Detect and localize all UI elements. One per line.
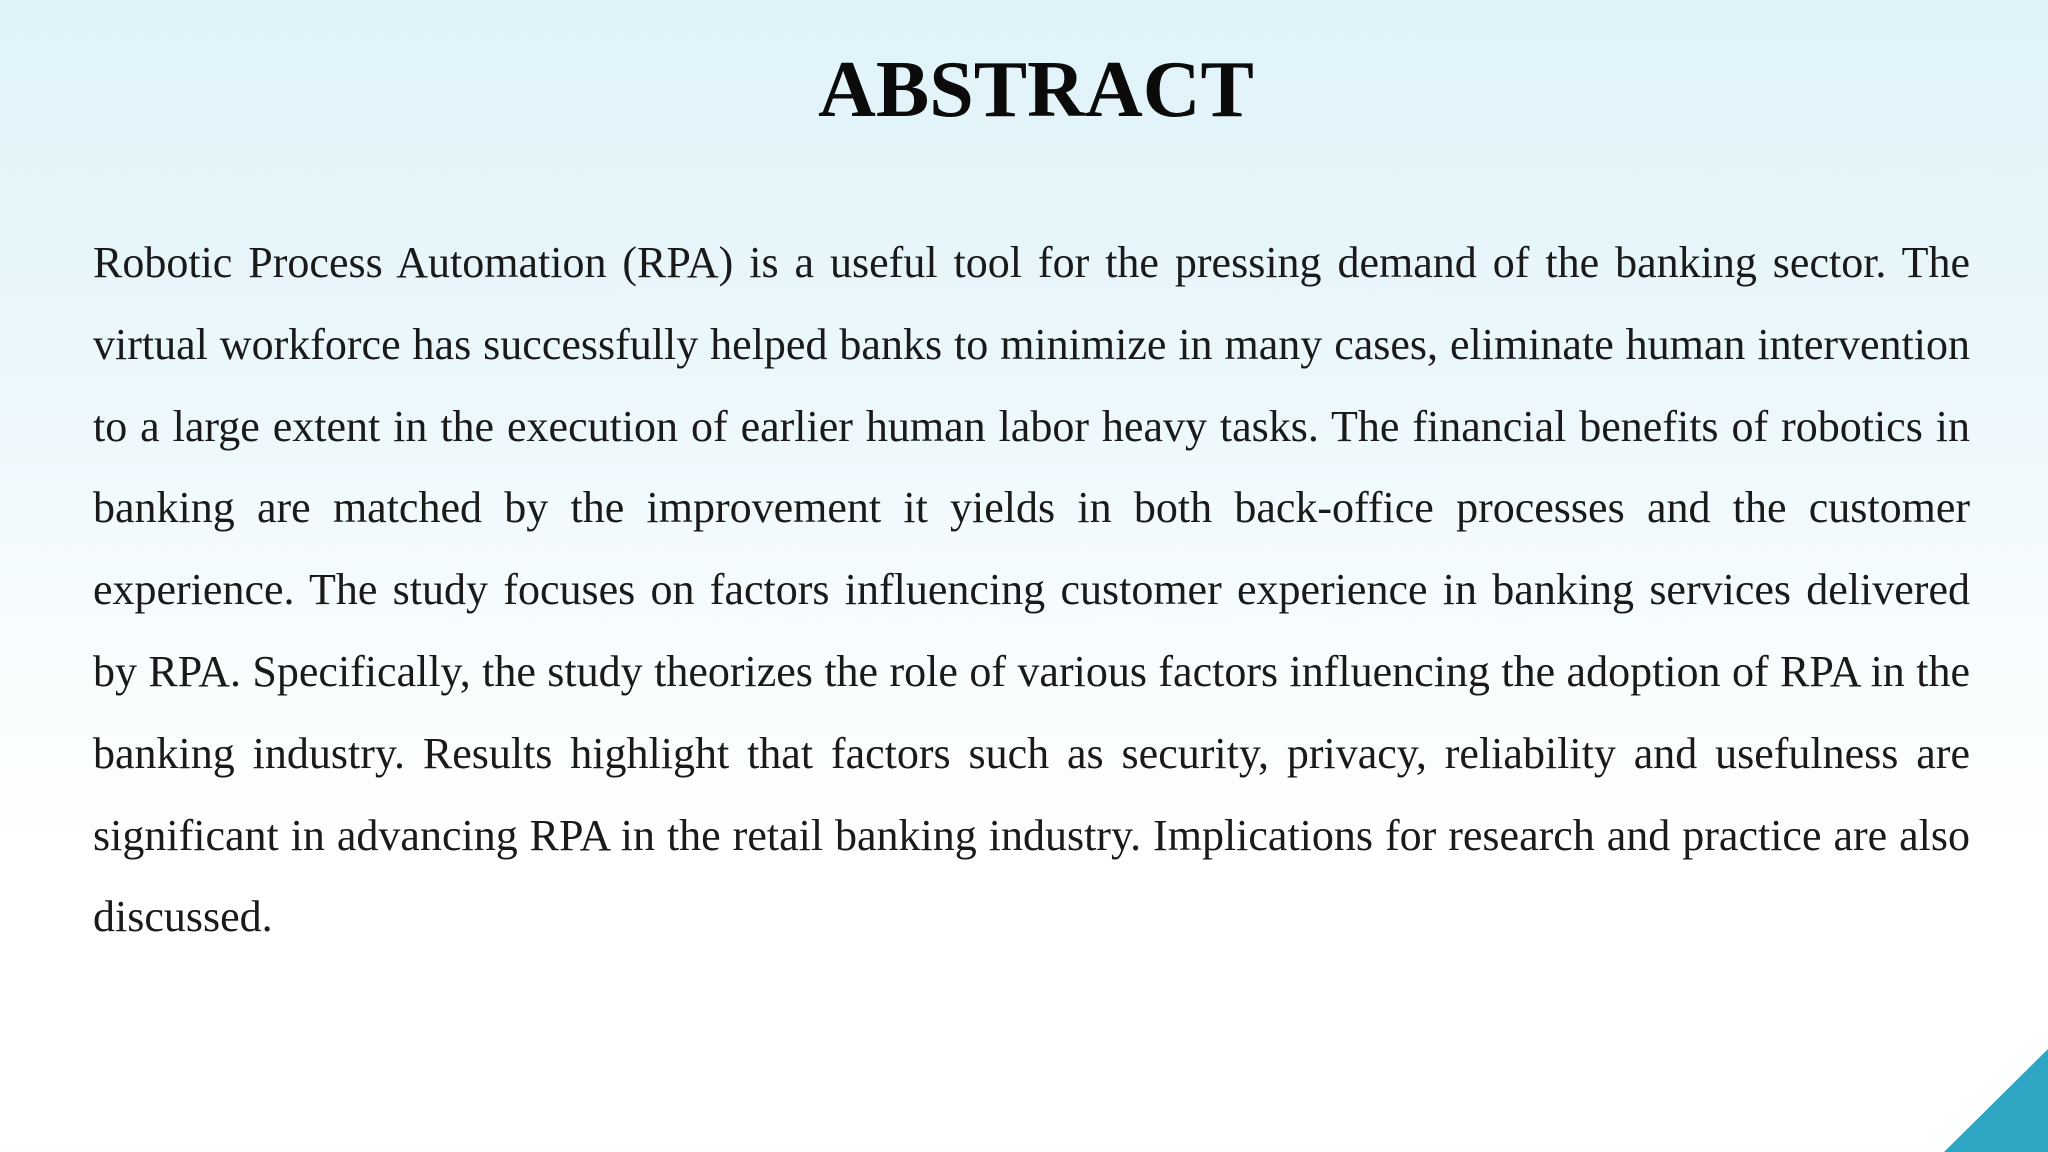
corner-accent-triangle bbox=[1944, 1049, 2048, 1152]
abstract-body: Robotic Process Automation (RPA) is a useful tool for the pressing demand of the banking sector. The virtual workforce has successfully helped banks to minimize in many cases, eliminate human intervention to a large extent in the execution of earlier human labor heavy tasks. The financial benefits of robotics in banking are matched by the improvement it yields in both back-office processes and the customer experience. The study focuses on factors influencing customer experience in banking services delivered by RPA. Specifically, the study theorizes the role of various factors influencing the adoption of RPA in the banking industry. Results highlight that factors such as security, privacy, reliability and usefulness are significant in advancing RPA in the retail banking industry. Implications for research and practice are also discussed. bbox=[93, 238, 1970, 942]
slide-title: ABSTRACT bbox=[818, 46, 1254, 134]
corner-triangle-shape bbox=[1944, 1049, 2048, 1152]
